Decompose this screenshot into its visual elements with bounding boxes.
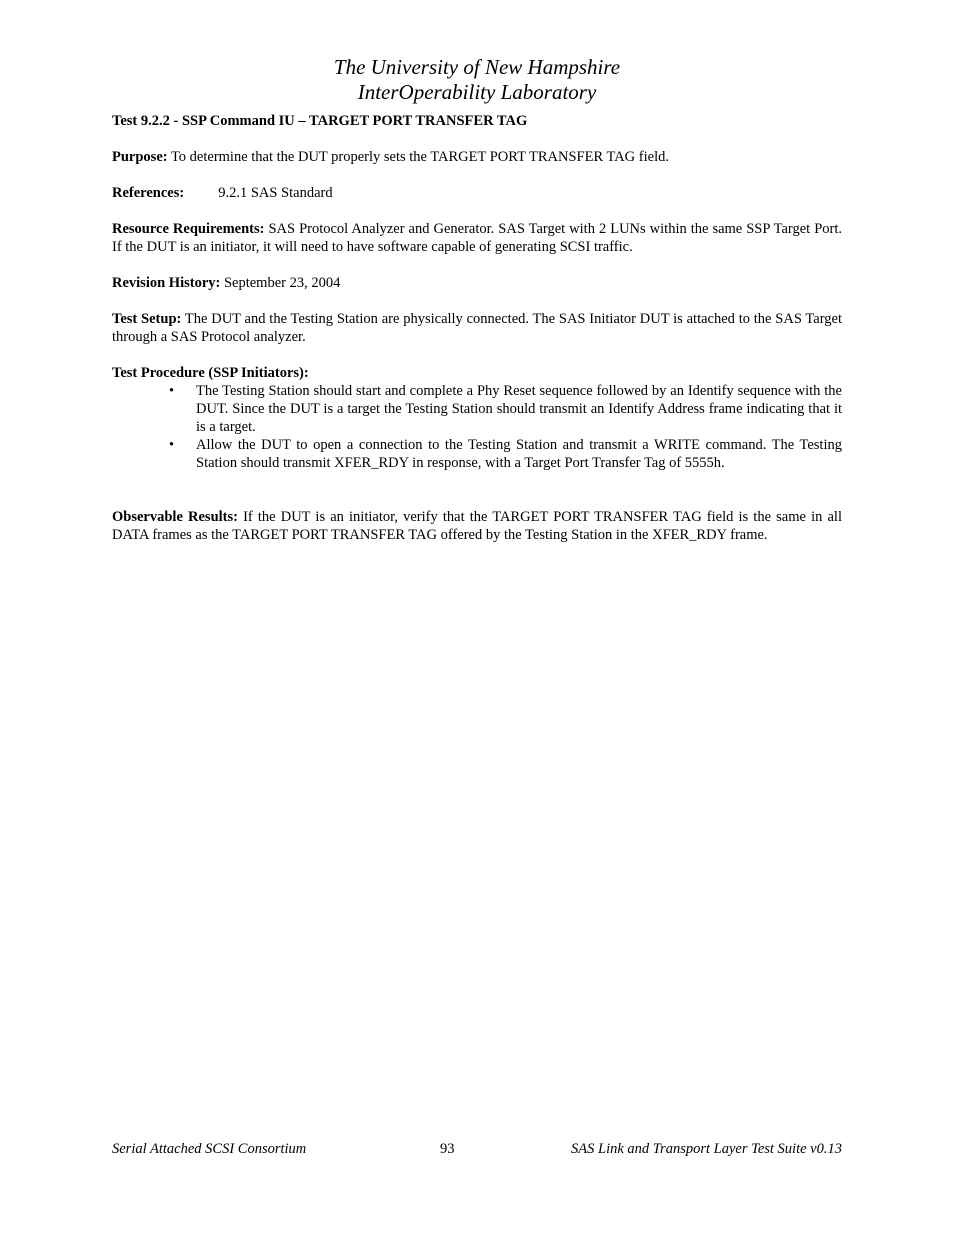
bullet-icon: • [169,383,175,399]
references-label: References: [112,185,185,201]
observable-results-text: If the DUT is an initiator, verify that the TARGET PORT TRANSFER TAG field is the same in all DATA frames as the TARGET PORT TRANSFER TAG offered by the Testing Station in the XFER_RDY frame. [112,509,842,543]
observable-results-label: Observable Results: [112,509,238,525]
resource-requirements-label: Resource Requirements: [112,221,265,237]
references-text: 9.2.1 SAS Standard [218,185,333,201]
purpose-paragraph [112,148,842,166]
resource-requirements-text: SAS Protocol Analyzer and Generator. SAS Target with 2 LUNs within the same SSP Target Port. If the DUT is an initiator, it will need to have software capable of generating SCSI traffic. [112,221,842,255]
revision-history-text: September 23, 2004 [220,275,341,291]
references-paragraph [112,184,842,202]
header-laboratory: InterOperability Laboratory [357,80,597,104]
purpose-text: To determine that the DUT properly sets the TARGET PORT TRANSFER TAG field. [167,149,669,165]
procedure-step-text: The Testing Station should start and complete a Phy Reset sequence followed by an Identify sequence with the DUT. Since the DUT is a target the Testing Station should transmit an Identify Address frame indicating that it is a target. [196,383,842,435]
document-body [112,112,842,544]
page-footer [112,1140,842,1160]
test-setup-label: Test Setup: [112,311,182,327]
test-setup-paragraph [112,310,842,346]
header-university: The University of New Hampshire [333,55,621,79]
footer-consortium: Serial Attached SCSI Consortium [112,1141,307,1157]
page-number: 93 [440,1141,455,1157]
test-setup-text: The DUT and the Testing Station are physically connected. The SAS Initiator DUT is attached to the SAS Target through a SAS Protocol analyzer. [112,311,842,345]
list-item [112,436,842,472]
list-item [112,382,842,436]
procedure-step-text: Allow the DUT to open a connection to the Testing Station and transmit a WRITE command. The Testing Station should transmit XFER_RDY in response, with a Target Port Transfer Tag of 5555h. [196,437,842,471]
test-procedure-heading: Test Procedure (SSP Initiators): [112,365,309,381]
bullet-icon: • [169,437,175,453]
resource-requirements-paragraph [112,220,842,256]
revision-history-paragraph [112,274,842,292]
footer-suite-title: SAS Link and Transport Layer Test Suite v0.13 [571,1141,842,1157]
purpose-label: Purpose: [112,149,168,165]
page-header [0,55,954,105]
test-title: Test 9.2.2 - SSP Command IU – TARGET PORT TRANSFER TAG [112,113,528,129]
revision-history-label: Revision History: [112,275,221,291]
observable-results-paragraph [112,508,842,544]
test-procedure-list [112,382,842,472]
